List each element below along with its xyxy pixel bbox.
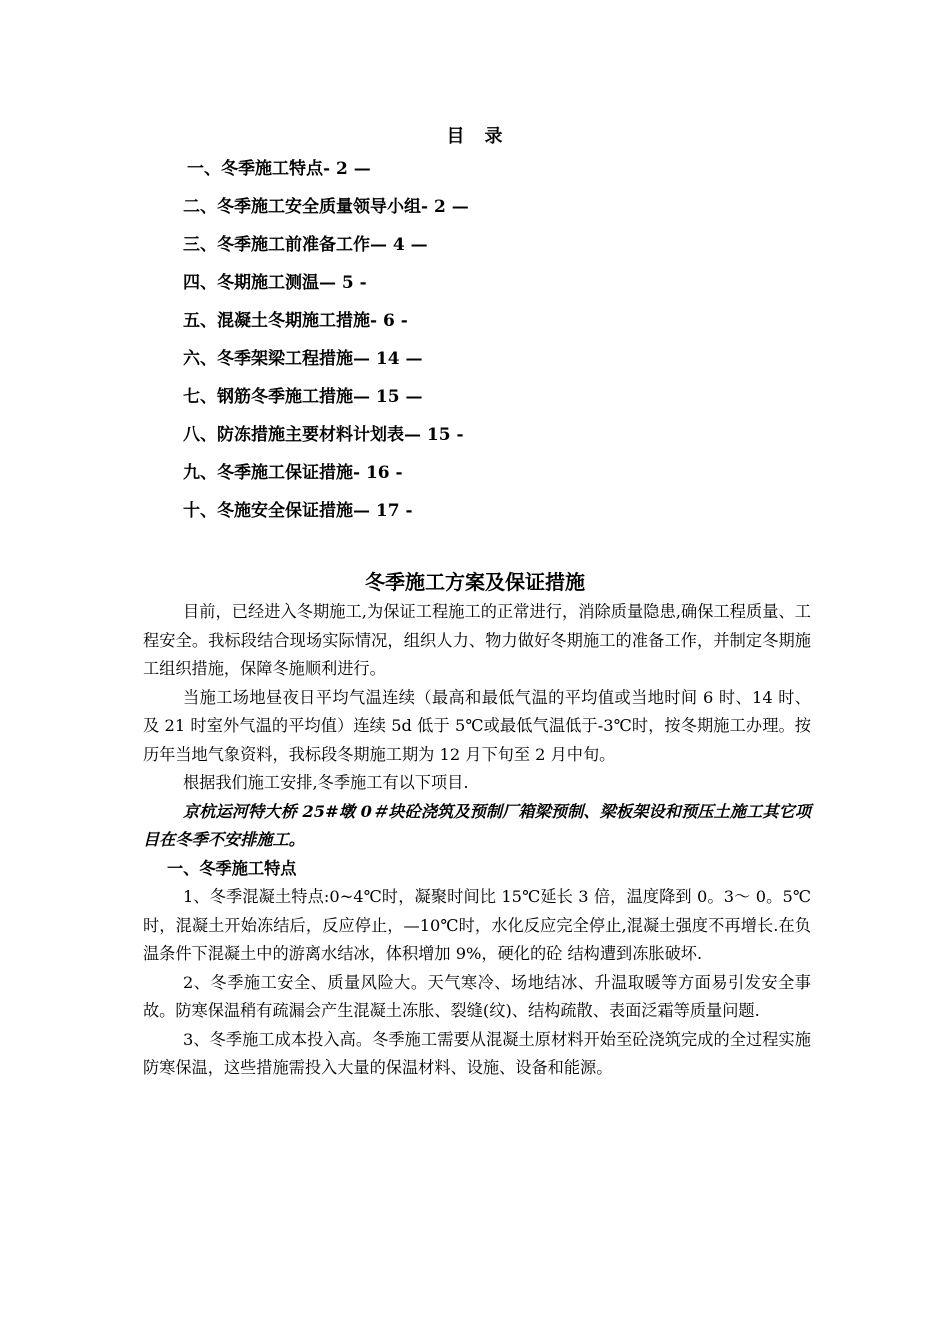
toc-item[interactable]: 二、冬季施工安全质量领导小组- 2 — bbox=[183, 197, 469, 217]
toc-item[interactable]: 六、冬季架梁工程措施— 14 — bbox=[183, 349, 423, 369]
document-title: 冬季施工方案及保证措施 bbox=[365, 570, 585, 594]
paragraph: 当施工场地昼夜日平均气温连续（最高和最低气温的平均值或当地时间 6 时、14 时、及 21 时室外气温的平均值）连续 5d 低于 5℃或最低气温低于-3℃时，按冬期施工办理。按历年当地气象资料，我标段冬期施工期为 12 月下旬至 2 月中旬。 bbox=[143, 687, 811, 764]
toc-item[interactable]: 五、混凝土冬期施工措施- 6 - bbox=[183, 311, 408, 331]
paragraph: 2、冬季施工安全、质量风险大。天气寒冷、场地结冰、升温取暖等方面易引发安全事故。防寒保温稍有疏漏会产生混凝土冻胀、裂缝(纹)、结构疏散、表面泛霜等质量问题. bbox=[143, 972, 811, 1020]
section-heading: 一、冬季施工特点 bbox=[167, 858, 297, 878]
document-body bbox=[143, 598, 811, 1083]
toc-item[interactable]: 一、冬季施工特点- 2 — bbox=[187, 159, 371, 179]
toc-item[interactable]: 三、冬季施工前准备工作— 4 — bbox=[183, 235, 428, 255]
toc-item[interactable]: 十、冬施安全保证措施— 17 - bbox=[183, 501, 413, 521]
emphasis-paragraph: 京杭运河特大桥 25#墩 0＃块砼浇筑及预制厂箱梁预制、梁板架设和预压土施工其它项目在冬季不安排施工。 bbox=[143, 801, 811, 849]
toc-title: 目 录 bbox=[446, 126, 504, 147]
paragraph: 根据我们施工安排,冬季施工有以下项目. bbox=[183, 773, 469, 792]
paragraph: 目前，已经进入冬期施工,为保证工程施工的正常进行，消除质量隐患,确保工程质量、工程安全。我标段结合现场实际情况，组织人力、物力做好冬期施工的准备工作，并制定冬期施工组织措施，保障冬施顺利进行。 bbox=[143, 602, 811, 678]
paragraph: 3、冬季施工成本投入高。冬季施工需要从混凝土原材料开始至砼浇筑完成的全过程实施防寒保温，这些措施需投入大量的保温材料、设施、设备和能源。 bbox=[143, 1029, 811, 1077]
toc-item[interactable]: 八、防冻措施主要材料计划表— 15 - bbox=[183, 425, 464, 445]
toc-item[interactable]: 九、冬季施工保证措施- 16 - bbox=[183, 463, 403, 483]
toc-item[interactable]: 四、冬期施工测温— 5 - bbox=[183, 273, 367, 293]
paragraph: 1、冬季混凝土特点:0~4℃时，凝聚时间比 15℃延长 3 倍，温度降到 0。3～ 0。5℃时，混凝土开始冻结后，反应停止，—10℃时，水化反应完全停止,混凝土强度不再增长.在负温条件下混凝土中的游离水结冰，体积增加 9%，硬化的砼 结构遭到冻胀破坏. bbox=[143, 887, 811, 963]
toc-item[interactable]: 七、钢筋冬季施工措施— 15 — bbox=[183, 387, 423, 407]
table-of-contents bbox=[183, 150, 469, 530]
